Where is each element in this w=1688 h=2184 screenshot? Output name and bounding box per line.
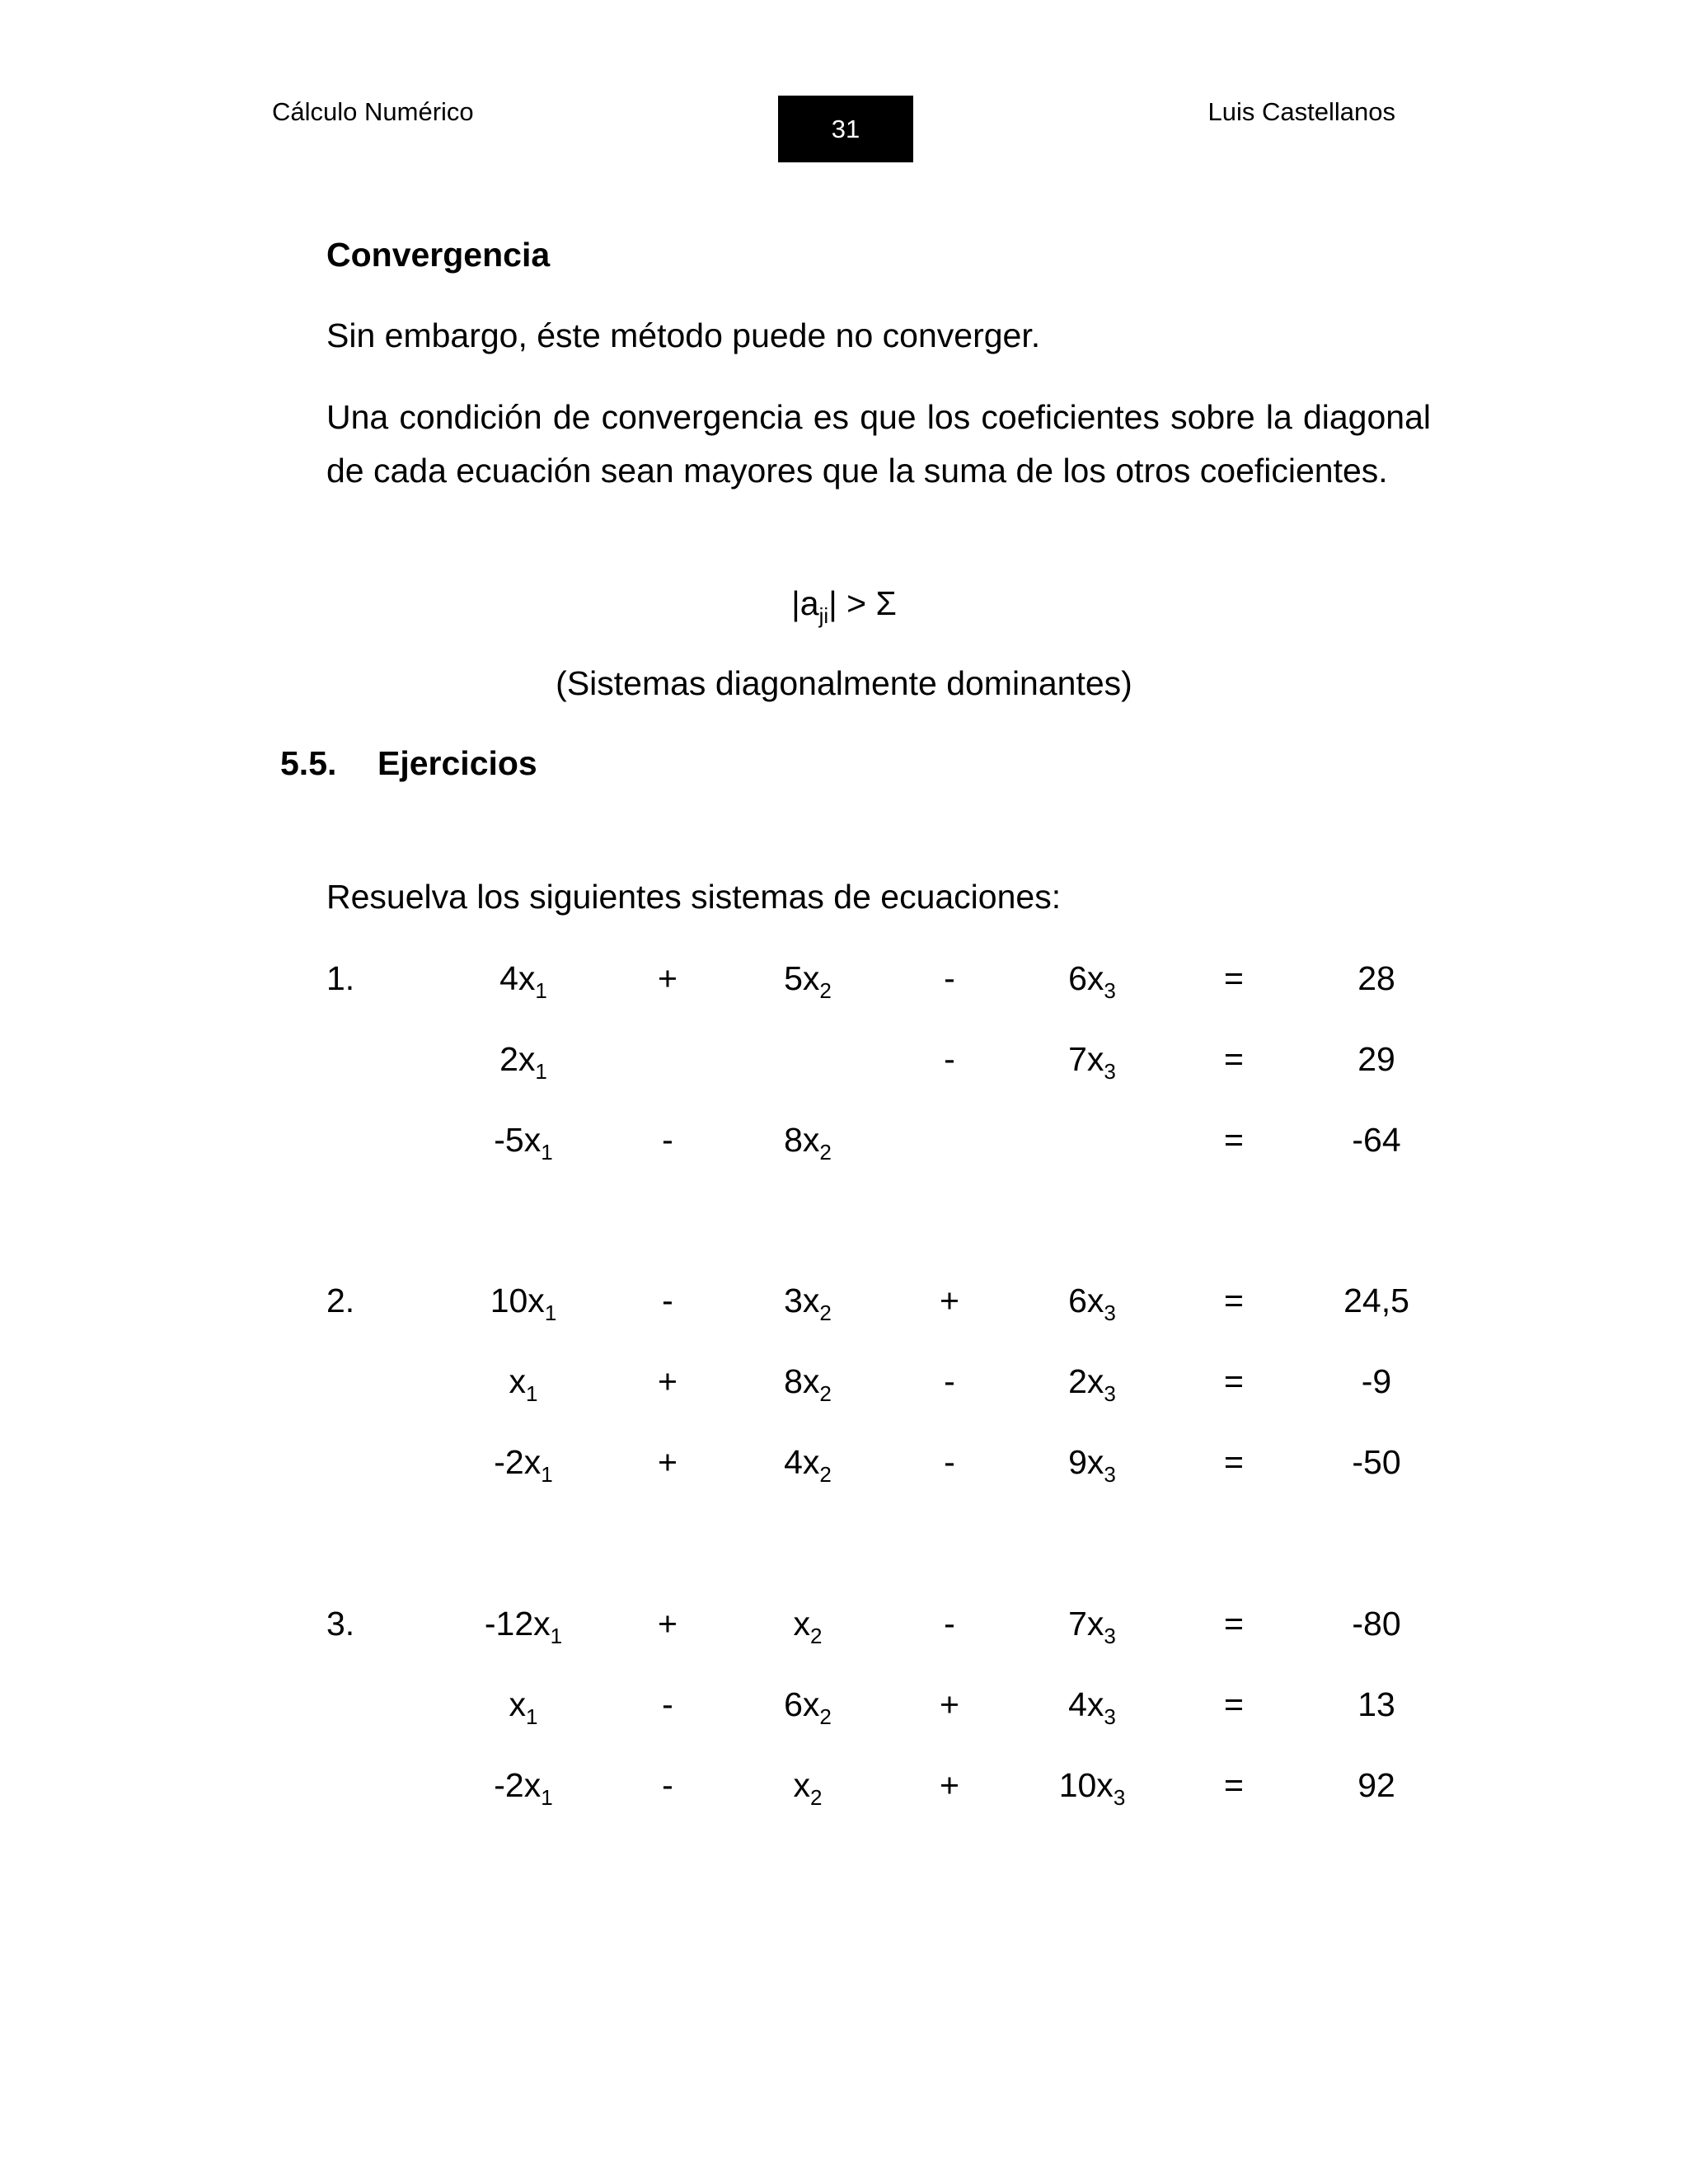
operator: - <box>662 1685 673 1723</box>
section-number: 5.5. <box>280 744 337 782</box>
right-hand-side: -50 <box>1352 1443 1401 1481</box>
operator: + <box>940 1766 959 1804</box>
term-x1-base: -5x <box>494 1121 542 1159</box>
system-index: 1. <box>326 959 355 997</box>
convergence-paragraph-1: Sin embargo, éste método puede no converger. <box>326 316 1041 354</box>
equation-row <box>0 1357 1688 1406</box>
operator: - <box>662 1121 673 1159</box>
formula-subscript: ji <box>818 603 829 628</box>
term-x1 <box>462 1760 585 1822</box>
section-title: Ejercicios <box>377 744 537 782</box>
term-x1-base: -2x <box>494 1766 542 1804</box>
formula-suffix: | > Σ <box>828 584 897 622</box>
term-x2 <box>746 1276 870 1338</box>
term-x3-subscript: 3 <box>1104 1381 1116 1406</box>
term-x3-subscript: 3 <box>1113 1785 1126 1810</box>
term-x3 <box>1030 1680 1154 1741</box>
page-number-badge <box>778 96 913 162</box>
term-x3 <box>1030 1437 1154 1499</box>
term-x3-subscript: 3 <box>1104 1059 1116 1084</box>
term-x1-subscript: 1 <box>541 1462 553 1487</box>
term-x3-base: 6x <box>1068 959 1104 997</box>
term-x1-base: -12x <box>484 1605 551 1643</box>
operator: + <box>658 1443 678 1481</box>
operator: - <box>944 1443 955 1481</box>
equals-sign: = <box>1224 1040 1244 1078</box>
term-x1 <box>462 1357 585 1418</box>
right-hand-side: -9 <box>1361 1362 1392 1400</box>
term-x1 <box>462 1276 585 1338</box>
header-author: Luis Castellanos <box>1207 97 1395 126</box>
term-x2 <box>746 1760 870 1822</box>
term-x1-subscript: 1 <box>535 1059 547 1084</box>
term-x2-subscript: 2 <box>819 1140 832 1165</box>
term-x1-base: 4x <box>499 959 536 997</box>
right-hand-side: 13 <box>1357 1685 1395 1723</box>
term-x2-base: x <box>793 1605 811 1643</box>
operator: + <box>658 1362 678 1400</box>
operator: - <box>944 959 955 997</box>
term-x1-base: 10x <box>490 1282 545 1319</box>
term-x3-subscript: 3 <box>1104 1624 1116 1648</box>
right-hand-side: 24,5 <box>1343 1282 1409 1319</box>
term-x1-base: x <box>509 1685 527 1723</box>
system-index: 3. <box>326 1605 355 1643</box>
convergence-formula <box>0 580 1688 639</box>
term-x3-subscript: 3 <box>1104 1301 1116 1325</box>
term-x2 <box>746 1115 870 1177</box>
right-hand-side: -80 <box>1352 1605 1401 1643</box>
term-x3-subscript: 3 <box>1104 1704 1116 1729</box>
equals-sign: = <box>1224 959 1244 997</box>
equation-row <box>0 1115 1688 1165</box>
term-x2-subscript: 2 <box>810 1624 823 1648</box>
right-hand-side: 92 <box>1357 1766 1395 1804</box>
term-x1-subscript: 1 <box>541 1140 553 1165</box>
term-x2-subscript: 2 <box>810 1785 823 1810</box>
term-x2-subscript: 2 <box>819 1462 832 1487</box>
term-x3-base: 4x <box>1068 1685 1104 1723</box>
equation-row <box>0 1437 1688 1487</box>
term-x3 <box>1030 1760 1154 1822</box>
term-x1-subscript: 1 <box>526 1381 538 1406</box>
term-x3 <box>1030 1276 1154 1338</box>
term-x3-base: 7x <box>1068 1040 1104 1078</box>
operator: + <box>658 959 678 997</box>
term-x1 <box>462 954 585 1015</box>
term-x1 <box>462 1680 585 1741</box>
equals-sign: = <box>1224 1282 1244 1319</box>
term-x2-base: 6x <box>784 1685 820 1723</box>
term-x2 <box>746 1437 870 1499</box>
header-book-title: Cálculo Numérico <box>272 97 474 126</box>
term-x3-subscript: 3 <box>1104 978 1116 1003</box>
term-x2-base: 8x <box>784 1121 820 1159</box>
term-x1-subscript: 1 <box>535 978 547 1003</box>
term-x2-subscript: 2 <box>819 1381 832 1406</box>
term-x2-base: x <box>793 1766 811 1804</box>
equation-row <box>0 1680 1688 1729</box>
term-x1-subscript: 1 <box>541 1785 553 1810</box>
term-x2-base: 3x <box>784 1282 820 1319</box>
term-x2-subscript: 2 <box>819 1704 832 1729</box>
term-x1-subscript: 1 <box>544 1301 557 1325</box>
operator: - <box>944 1040 955 1078</box>
term-x2-subscript: 2 <box>819 978 832 1003</box>
term-x2 <box>746 1357 870 1418</box>
exercise-instructions: Resuelva los siguientes sistemas de ecuaciones: <box>326 878 1062 916</box>
convergence-heading: Convergencia <box>326 236 551 274</box>
term-x2 <box>746 1680 870 1741</box>
equation-row <box>0 1599 1688 1648</box>
term-x1 <box>462 1115 585 1177</box>
operator: - <box>944 1605 955 1643</box>
equals-sign: = <box>1224 1605 1244 1643</box>
term-x1-base: 2x <box>499 1040 536 1078</box>
term-x1-subscript: 1 <box>550 1624 563 1648</box>
equals-sign: = <box>1224 1362 1244 1400</box>
operator: + <box>940 1282 959 1319</box>
term-x3-base: 6x <box>1068 1282 1104 1319</box>
formula-prefix: |a <box>791 584 819 622</box>
right-hand-side: 29 <box>1357 1040 1395 1078</box>
term-x3-base: 10x <box>1058 1766 1114 1804</box>
term-x3 <box>1030 1357 1154 1418</box>
term-x3-base: 9x <box>1068 1443 1104 1481</box>
equals-sign: = <box>1224 1443 1244 1481</box>
equation-row <box>0 1276 1688 1325</box>
term-x1-base: -2x <box>494 1443 542 1481</box>
convergence-paragraph-2: Una condición de convergencia es que los coeficientes sobre la diagonal de cada ecuación sean mayores que la suma de los otros coeficientes. <box>326 398 1431 490</box>
right-hand-side: -64 <box>1352 1121 1401 1159</box>
term-x3-base: 2x <box>1068 1362 1104 1400</box>
equation-row <box>0 1760 1688 1810</box>
equals-sign: = <box>1224 1121 1244 1159</box>
term-x3 <box>1030 1034 1154 1096</box>
term-x3 <box>1030 1599 1154 1661</box>
operator: + <box>940 1685 959 1723</box>
section-heading <box>280 740 537 786</box>
term-x2 <box>746 954 870 1015</box>
equation-row <box>0 1034 1688 1084</box>
system-index: 2. <box>326 1282 355 1319</box>
term-x3-base: 7x <box>1068 1605 1104 1643</box>
term-x2-base: 4x <box>784 1443 820 1481</box>
page-number: 31 <box>831 114 860 143</box>
term-x3-subscript: 3 <box>1104 1462 1116 1487</box>
equation-row <box>0 954 1688 1003</box>
term-x2-subscript: 2 <box>819 1301 832 1325</box>
equals-sign: = <box>1224 1685 1244 1723</box>
operator: + <box>658 1605 678 1643</box>
right-hand-side: 28 <box>1357 959 1395 997</box>
formula-note: (Sistemas diagonalmente dominantes) <box>556 664 1132 702</box>
term-x1 <box>462 1599 585 1661</box>
term-x1-subscript: 1 <box>526 1704 538 1729</box>
equals-sign: = <box>1224 1766 1244 1804</box>
operator: - <box>944 1362 955 1400</box>
term-x2-base: 8x <box>784 1362 820 1400</box>
term-x1 <box>462 1034 585 1096</box>
term-x2-base: 5x <box>784 959 820 997</box>
operator: - <box>662 1282 673 1319</box>
term-x1 <box>462 1437 585 1499</box>
term-x3 <box>1030 954 1154 1015</box>
term-x2 <box>746 1599 870 1661</box>
term-x1-base: x <box>509 1362 527 1400</box>
operator: - <box>662 1766 673 1804</box>
